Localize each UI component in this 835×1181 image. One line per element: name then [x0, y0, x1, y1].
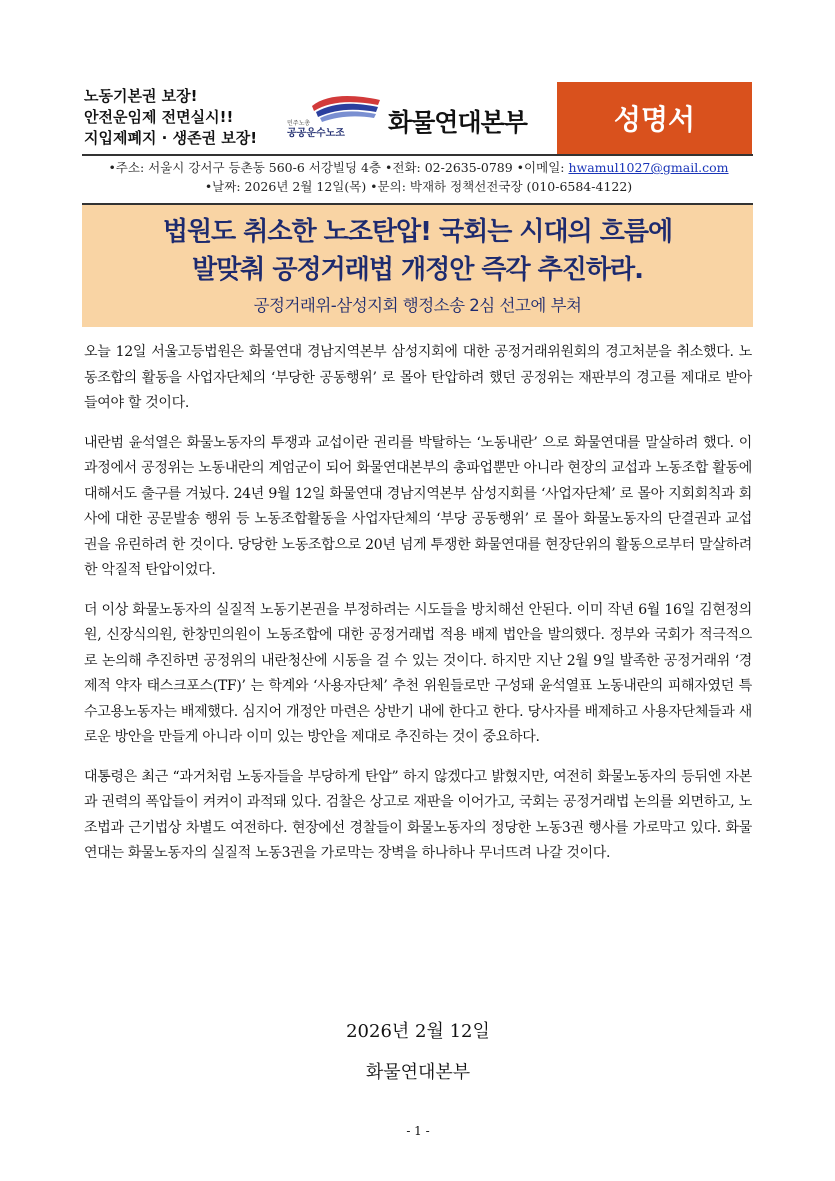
page-number: - 1 -: [406, 1124, 430, 1138]
paragraph: 오늘 12일 서울고등법원은 화물연대 경남지역본부 삼성지회에 대한 공정거래위원회의 경고처분을 취소했다. 노동조합의 활동을 사업자단체의 ‘부당한 공동행위’ 로 몰아 탄압하려 했던 공정위는 재판부의 경고를 제대로 받아들여야 할 것이다.: [84, 344, 752, 411]
logo-small-text: 민주노총: [287, 120, 311, 127]
contact-info: [84, 158, 753, 196]
org-name: 화물연대본부: [388, 108, 527, 137]
logo-text: 공공운수노조: [287, 128, 345, 139]
slogan-2: 안전운임제 전면실시!!: [84, 108, 234, 126]
slogans: [84, 86, 264, 149]
headline: [82, 213, 753, 289]
headline-line-2: 발맞춰 공정거래법 개정안 즉각 추진하라.: [191, 255, 644, 285]
subtitle: 공정거래위-삼성지회 행정소송 2심 선고에 부쳐: [253, 296, 582, 315]
statement-date: 2026년 2월 12일: [346, 1021, 490, 1042]
contact-line-2: •날짜: 2026년 2월 12일(목) •문의: 박재하 정책선전국장 (010-6584-4122): [204, 179, 633, 194]
statement-body: [84, 340, 752, 881]
slogan-3: 지입제폐지 · 생존권 보장!: [84, 129, 258, 147]
header-divider: [82, 154, 753, 156]
union-logo-mark: [282, 92, 382, 140]
doc-type-badge: 성명서: [557, 82, 752, 154]
paragraph: 내란범 윤석열은 화물노동자의 투쟁과 교섭이란 권리를 박탈하는 ‘노동내란’ 으로 화물연대를 말살하려 했다. 이 과정에서 공정위는 노동내란의 계엄군이 되어 화물연대본부의 총파업뿐만 아니라 현장의 교섭과 노동조합 활동에 대해서도 출구를 겨눴다. 24년 9월 12일 화물연대 경남지역본부 삼성지회를 ‘사업자단체’ 로 몰아 지회회칙과 회사에 대한 공문발송 행위 등 노동조합활동을 사업자단체의 ‘부당 공동행위’ 로 몰아 화물노동자의 단결권과 교섭권을 유린하려 한 것이다. 당당한 노동조합으로 20년 넘게 투쟁한 화물연대를 현장단위의 활동으로부터 말살하려 한 악질적 탄압이었다.: [84, 434, 752, 578]
contact-line-1: [84, 158, 753, 177]
paragraph: 더 이상 화물노동자의 실질적 노동기본권을 부정하려는 시도들을 방치해선 안된다. 이미 작년 6월 16일 김현정의원, 신장식의원, 한창민의원이 노동조합에 대한 공정거래법 적용 배제 법안을 발의했다. 정부와 국회가 적극적으로 논의해 추진하면 공정위의 내란청산에 시동을 걸 수 있는 것이다. 하지만 지난 2월 9일 발족한 공정거래위 ‘경제적 약자 태스크포스(TF)’ 는 학계와 ‘사용자단체’ 추천 위원들로만 구성돼 윤석열표 노동내란의 피해자였던 특수고용노동자는 배제했다. 심지어 개정안 마련은 상반기 내에 한다고 한다. 당사자를 배제하고 사용자단체들과 새로운 방안을 만들게 아니라 이미 있는 방안을 제대로 추진하는 것이 중요하다.: [84, 601, 752, 745]
statement-signer: 화물연대본부: [365, 1062, 471, 1083]
slogan-1: 노동기본권 보장!: [84, 87, 198, 105]
contact-address-phone: •주소: 서울시 강서구 등촌동 560-6 서강빌딩 4층 •전화: 02-2635-0789 •이메일:: [108, 160, 569, 175]
union-logo: [282, 92, 382, 140]
paragraph: 대통령은 최근 “과거처럼 노동자들을 부당하게 탄압” 하지 않겠다고 밝혔지만, 여전히 화물노동자의 등뒤엔 자본과 권력의 폭압들이 켜켜이 과적돼 있다. 검찰은 상고로 재판을 이어가고, 국회는 공정거래법 논의를 외면하고, 노조법과 근기법상 차별도 여전하다. 현장에선 경찰들이 화물노동자의 정당한 노동3권 행사를 가로막고 있다. 화물연대는 화물노동자의 실질적 노동3권을 가로막는 장벽을 하나하나 무너뜨려 나갈 것이다.: [84, 768, 752, 861]
email-link[interactable]: hwamul1027@gmail.com: [568, 160, 729, 175]
headline-line-1: 법원도 취소한 노조탄압! 국회는 시대의 흐름에: [162, 217, 673, 247]
